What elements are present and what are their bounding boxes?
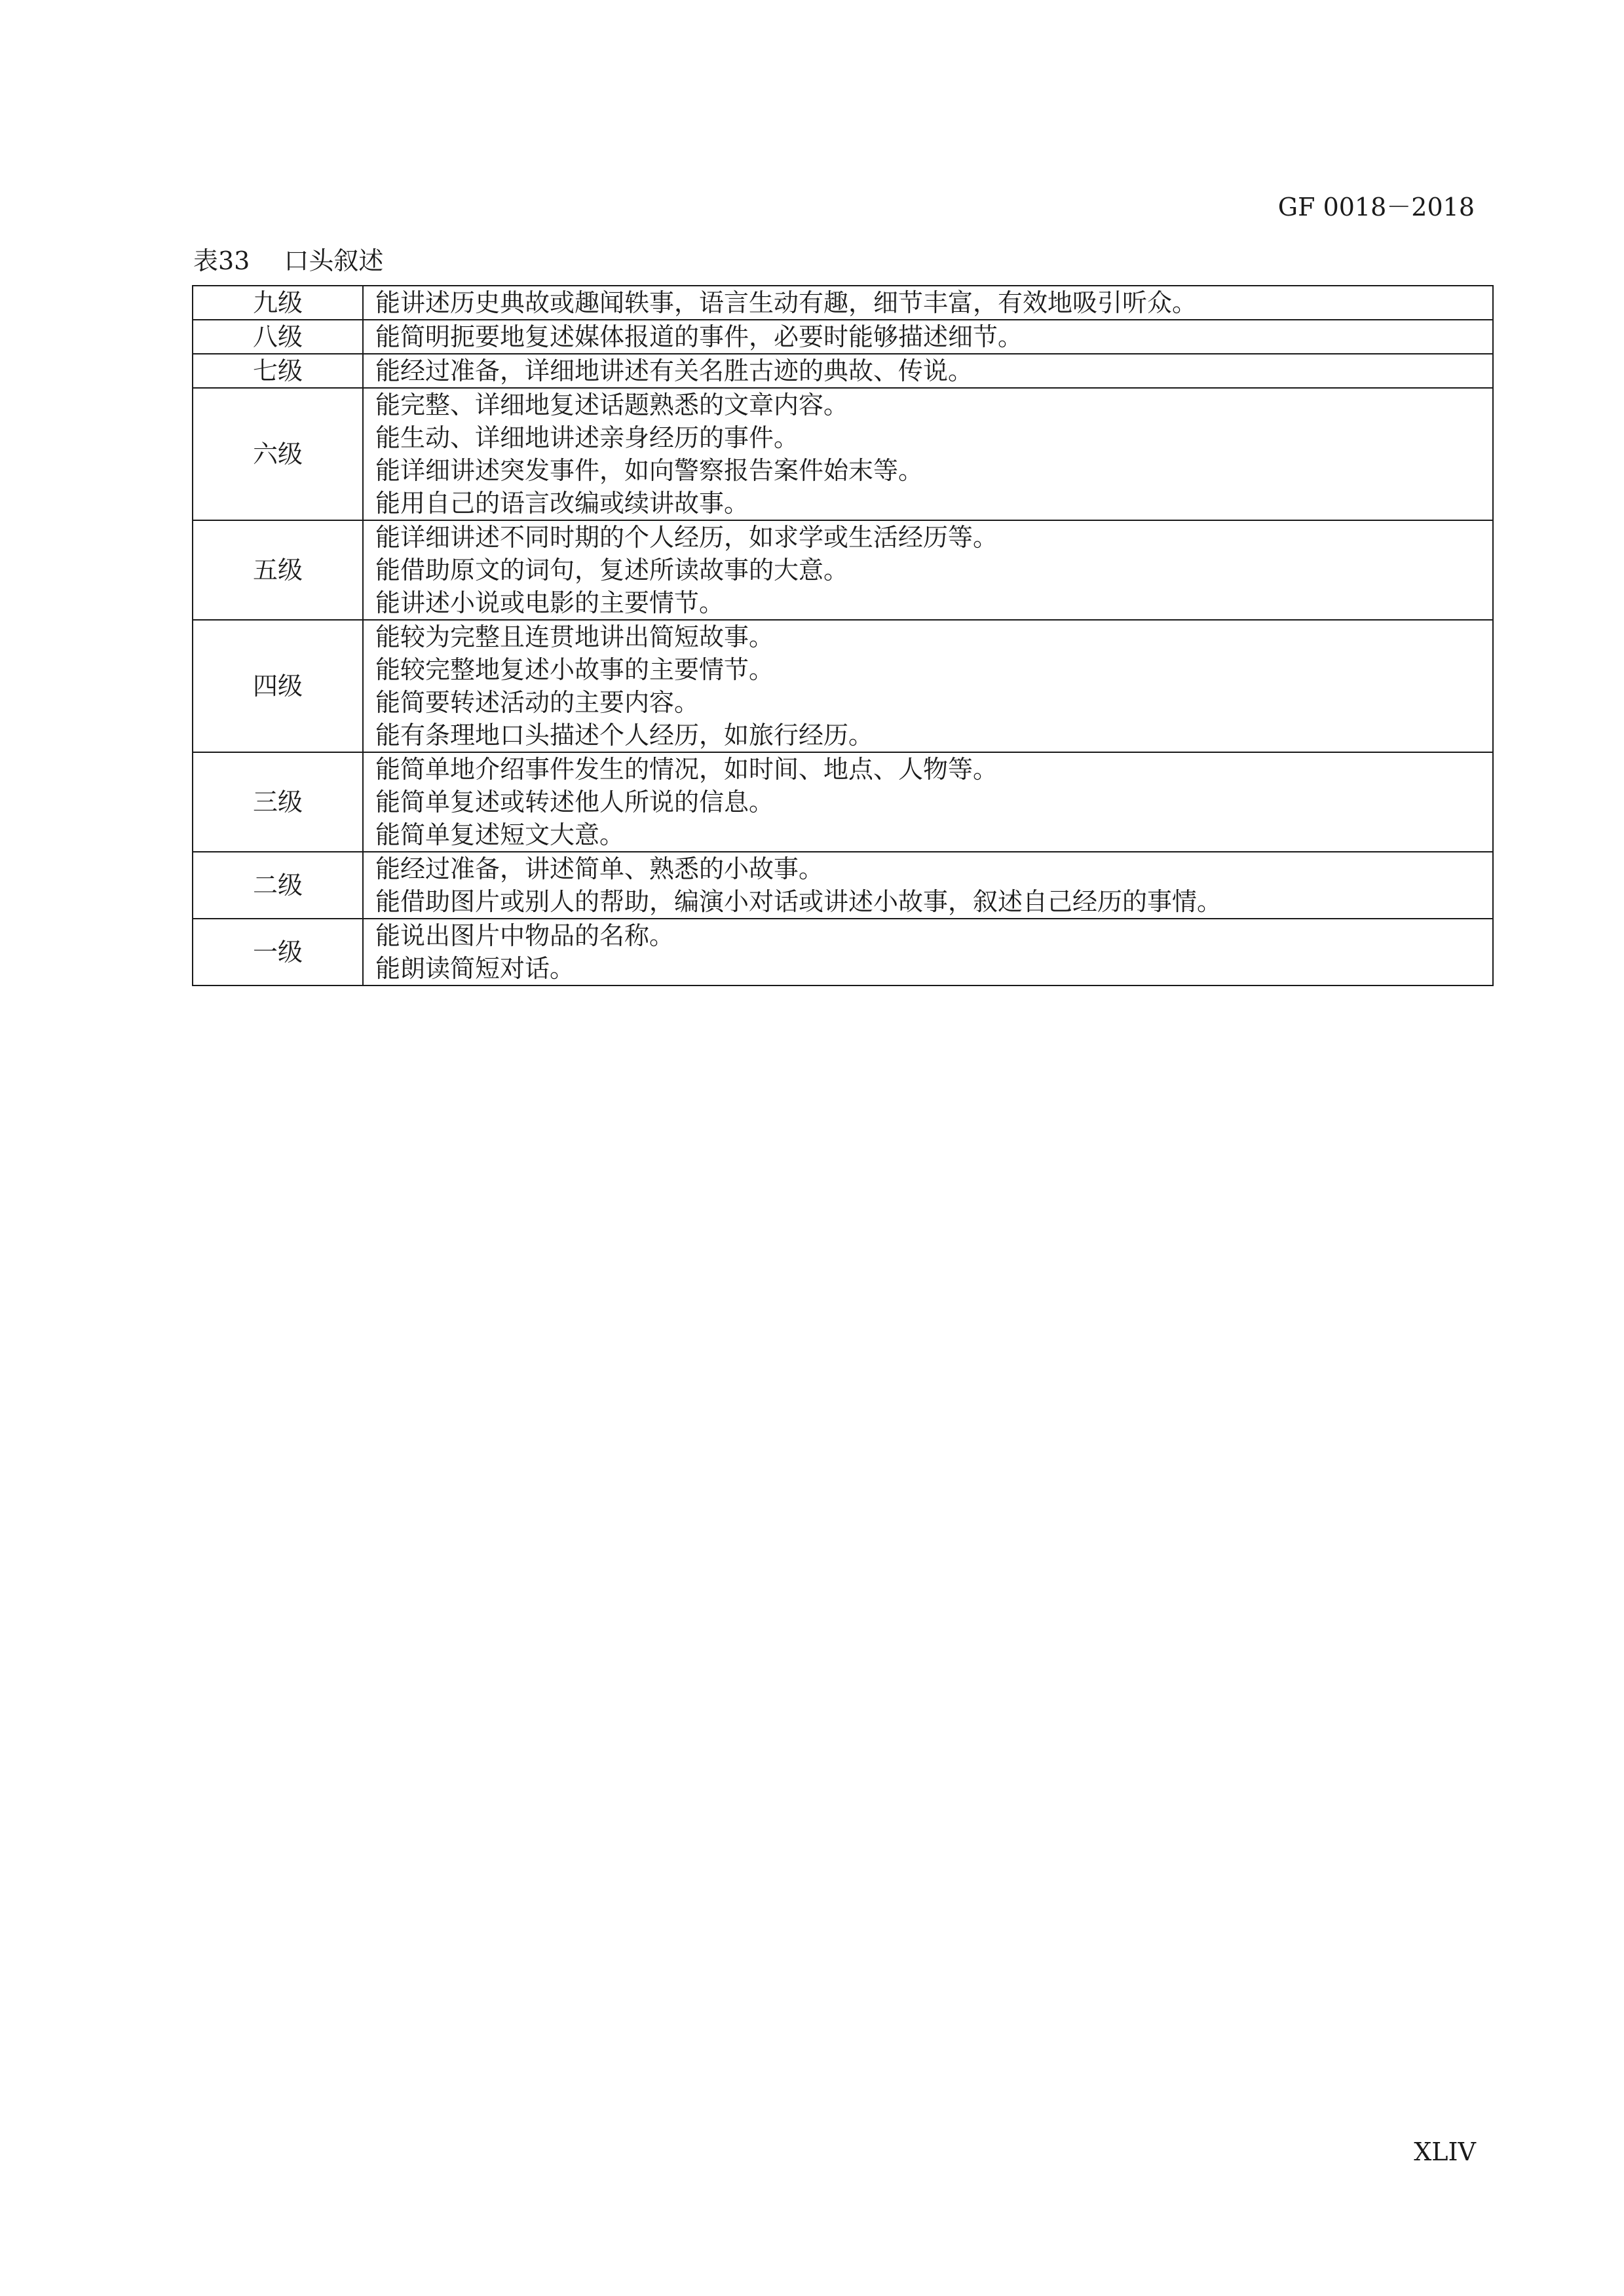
description-cell [363, 752, 1493, 852]
description-line: 能用自己的语言改编或续讲故事。 [375, 489, 749, 518]
table-row [193, 752, 1493, 852]
description-line: 能借助图片或别人的帮助，编演小对话或讲述小故事，叙述自己经历的事情。 [375, 887, 1222, 916]
description-cell [363, 388, 1493, 520]
description-line: 能详细讲述不同时期的个人经历，如求学或生活经历等。 [375, 523, 998, 552]
table-number: 表33 [193, 246, 250, 275]
description-line: 能有条理地口头描述个人经历，如旅行经历。 [375, 721, 874, 750]
table-row [193, 919, 1493, 985]
description-line: 能经过准备，讲述简单、熟悉的小故事。 [375, 854, 824, 883]
table-caption [193, 245, 383, 277]
description-line: 能完整、详细地复述话题熟悉的文章内容。 [375, 391, 849, 419]
description-line: 能生动、详细地讲述亲身经历的事件。 [375, 423, 799, 452]
oral-narration-table [192, 285, 1494, 986]
description-line: 能较完整地复述小故事的主要情节。 [375, 655, 774, 684]
description-line: 能讲述历史典故或趣闻轶事，语言生动有趣，细节丰富，有效地吸引听众。 [375, 288, 1198, 317]
description-line: 能简单地介绍事件发生的情况，如时间、地点、人物等。 [375, 755, 998, 784]
level-cell: 二级 [193, 852, 363, 919]
description-line: 能详细讲述突发事件，如向警察报告案件始末等。 [375, 456, 924, 485]
level-cell: 五级 [193, 520, 363, 620]
description-cell [363, 354, 1493, 388]
description-cell [363, 620, 1493, 752]
description-cell [363, 852, 1493, 919]
level-cell: 八级 [193, 320, 363, 354]
description-line: 能较为完整且连贯地讲出简短故事。 [375, 622, 774, 651]
level-cell: 一级 [193, 919, 363, 985]
table-row [193, 620, 1493, 752]
description-line: 能朗读简短对话。 [375, 954, 575, 983]
description-line: 能简要转述活动的主要内容。 [375, 688, 700, 717]
level-cell: 七级 [193, 354, 363, 388]
table-row [193, 354, 1493, 388]
description-cell [363, 320, 1493, 354]
table-row [193, 520, 1493, 620]
description-line: 能讲述小说或电影的主要情节。 [375, 588, 725, 617]
description-line: 能经过准备，详细地讲述有关名胜古迹的典故、传说。 [375, 356, 973, 385]
table-row [193, 286, 1493, 320]
level-cell: 四级 [193, 620, 363, 752]
description-line: 能简明扼要地复述媒体报道的事件，必要时能够描述细节。 [375, 322, 1023, 351]
table-row [193, 852, 1493, 919]
description-line: 能简单复述或转述他人所说的信息。 [375, 788, 774, 816]
level-cell: 三级 [193, 752, 363, 852]
table-body [193, 286, 1493, 985]
table-row [193, 388, 1493, 520]
table-title: 口头叙述 [284, 246, 384, 275]
description-cell [363, 286, 1493, 320]
page-number: XLIV [1414, 2137, 1476, 2166]
document-code: GF 0018－2018 [1277, 193, 1475, 221]
description-line: 能简单复述短文大意。 [375, 820, 625, 849]
level-cell: 六级 [193, 388, 363, 520]
description-cell [363, 919, 1493, 985]
description-line: 能借助原文的词句，复述所读故事的大意。 [375, 556, 849, 584]
level-cell: 九级 [193, 286, 363, 320]
table-row [193, 320, 1493, 354]
description-line: 能说出图片中物品的名称。 [375, 921, 675, 950]
description-cell [363, 520, 1493, 620]
